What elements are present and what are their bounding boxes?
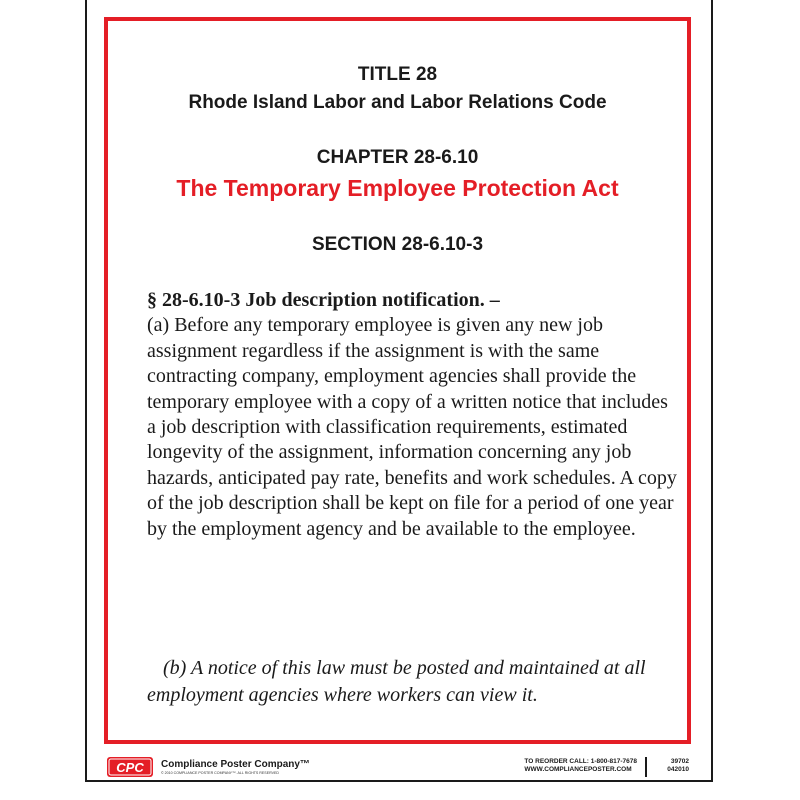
section-heading: SECTION 28-6.10-3 [311, 234, 484, 255]
footer-divider [645, 757, 647, 777]
company-name: Compliance Poster Company™ [161, 759, 310, 770]
section-title: § 28-6.10-3 Job description notification. – [147, 289, 500, 311]
paragraph-b: (b) A notice of this law must be posted and maintained at all employment agencies where workers can view it. [147, 657, 646, 706]
act-name-heading: The Temporary Employee Protection Act [176, 175, 619, 201]
copyright-notice: © 2010 COMPLIANCE POSTER COMPANY™. ALL RIGHTS RESERVED [161, 771, 280, 775]
poster-footer [87, 752, 711, 782]
reorder-phone: TO REORDER CALL: 1-800-817-7678 [524, 758, 637, 765]
code-name-heading: Rhode Island Labor and Labor Relations Code [188, 92, 607, 113]
law-body [147, 288, 677, 542]
product-codes [667, 758, 689, 774]
reorder-info [524, 758, 637, 774]
date-code: 042010 [667, 766, 689, 773]
cpc-logo [107, 757, 153, 777]
logo-text: CPC [116, 760, 144, 775]
paragraph-a: (a) Before any temporary employee is given any new job assignment regardless if the assignment is with the same contracting company, employment agencies shall provide the temporary employee with a copy of a written notice that includes a job description with classification requirements, estimated longevity of the assignment, information concerning any job hazards, anticipated pay rate, benefits and work schedules. A copy of the job description shall be kept on file for a period of one year by the employment agency and be available to the employee. [147, 314, 677, 540]
chapter-heading: CHAPTER 28-6.10 [316, 147, 479, 168]
title-heading: TITLE 28 [357, 64, 438, 85]
product-code: 39702 [670, 758, 689, 765]
reorder-website: WWW.COMPLIANCEPOSTER.COM [524, 766, 632, 773]
